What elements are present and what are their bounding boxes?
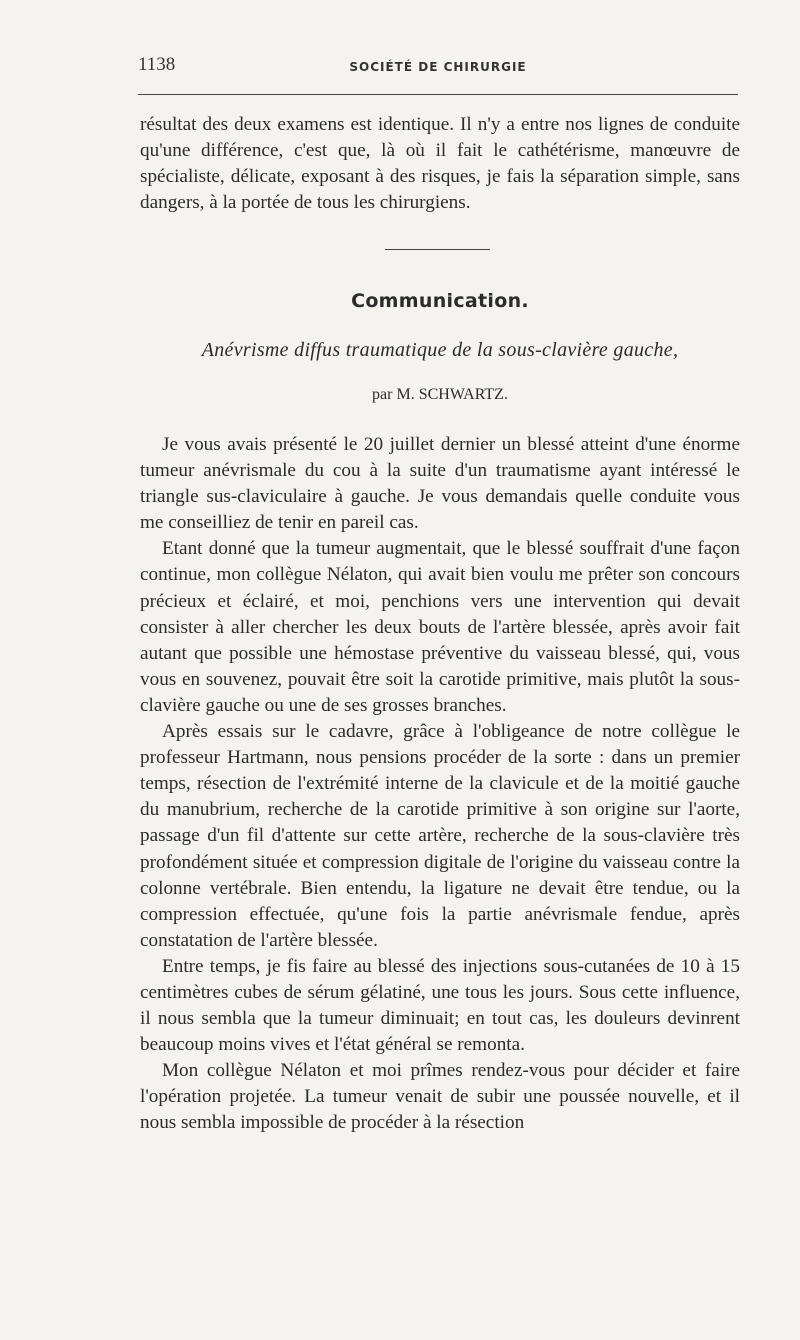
paragraph: Après essais sur le cadavre, grâce à l'obligeance de notre collègue le professeur Hartmann, nous pensions procéder de la sorte : dans un premier temps, résection de l'extrémité interne de la clavicule et de la moitié gauche du manubrium, recherche de la carotide primitive à son origine sur l'aorte, passage d'un fil d'attente sur cette artère, recherche de la sous-clavière très profondément située et compression digitale de l'origine du vaisseau contre la colonne vertébrale. Bien entendu, la ligature ne devait être tendue, ou la compression effectuée, qu'une fois la partie anévrismale fendue, après constatation de l'artère blessée. [140,721,740,951]
paragraph: Je vous avais présenté le 20 juillet dernier un blessé atteint d'une énorme tumeur anévrismale du cou à la suite d'un traumatisme ayant intéressé le triangle sus-claviculaire à gauche. Je vous demandais quelle conduite vous me conseilliez de tenir en pareil cas. [140,434,740,534]
intro-paragraph-text: résultat des deux examens est identique. Il n'y a entre nos lignes de conduite qu'une différence, c'est que, là où il fait le cathétérisme, manœuvre de spécialiste, délicate, exposant à des risques, je fais la séparation simple, sans dangers, à la portée de tous les chirurgiens. [140,114,740,214]
author-line: par M. SCHWARTZ. [372,386,508,403]
paragraph: Entre temps, je fis faire au blessé des injections sous-cutanées de 10 à 15 centimètres cubes de sérum gélatiné, une tous les jours. Sous cette influence, il nous sembla que la tumeur diminuait; en tout cas, les douleurs devinrent beaucoup moins vives et l'état général se remonta. [140,955,740,1056]
article-body [140,432,740,1137]
paragraph: Mon collègue Nélaton et moi prîmes rendez-vous pour décider et faire l'opération projetée. La tumeur venait de subir une poussée nouvelle, et il nous sembla impossible de procéder à la résection [140,1060,740,1134]
page-number: 1138 [138,54,176,75]
running-head: SOCIÉTÉ DE CHIRURGIE [349,60,527,74]
section-title: Communication. [351,290,529,312]
intro-paragraph [140,112,740,216]
header-rule [138,94,738,95]
page-header [138,52,738,82]
separator-rule [385,249,490,250]
paragraph: Etant donné que la tumeur augmentait, que le blessé souffrait d'une façon continue, mon collègue Nélaton, qui avait bien voulu me prêter son concours précieux et éclairé, et moi, penchions vers une intervention qui devait consister à aller chercher les deux bouts de l'artère blessée, après avoir fait autant que possible une hémostase préventive du vaisseau blessé, qui, vous vous en souvenez, pouvait être soit la carotide primitive, mais plutôt la sous-clavière gauche ou une de ses grosses branches. [140,538,740,716]
article-title: Anévrisme diffus traumatique de la sous-clavière gauche, [201,339,679,361]
